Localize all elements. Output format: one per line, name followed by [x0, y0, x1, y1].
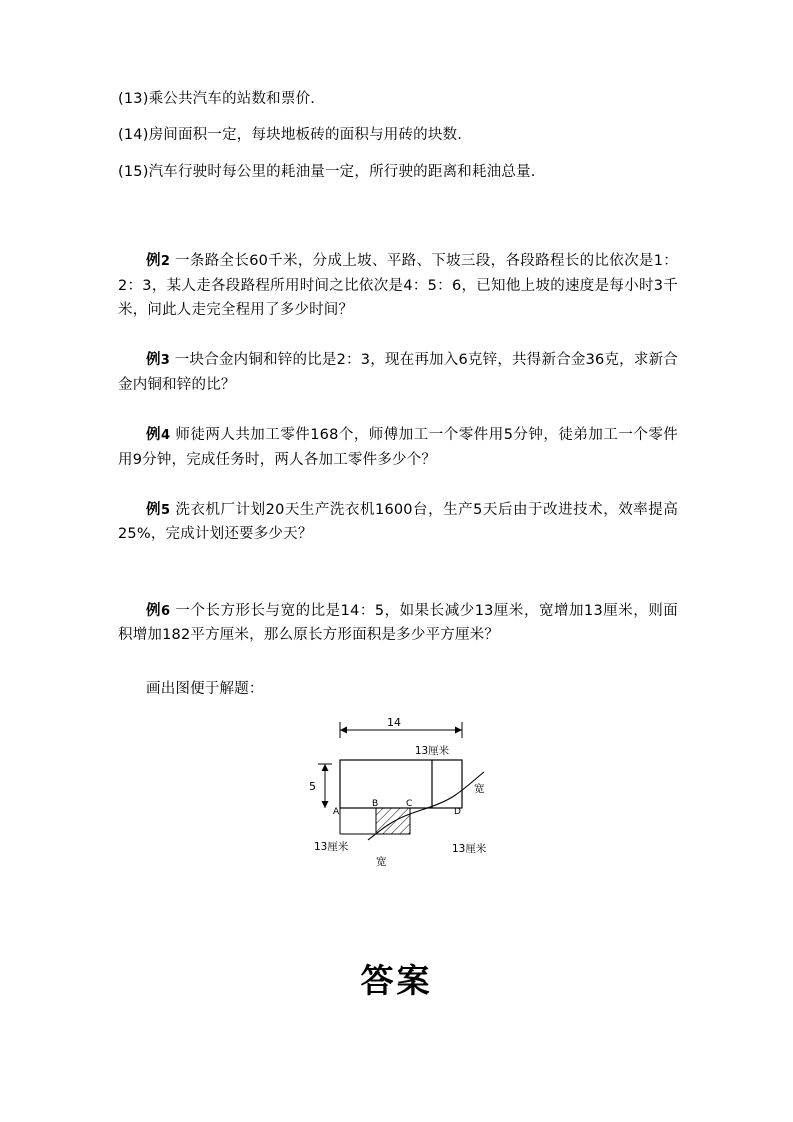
example-6	[118, 599, 678, 648]
example-2-label: 例2	[146, 253, 171, 270]
example-5-text: 洗衣机厂计划20天生产洗衣机1600台，生产5天后由于改进技术，效率提高25%，完成计划还要多少天？	[118, 501, 679, 543]
example-5-label: 例5	[146, 501, 171, 518]
svg-text:C: C	[406, 799, 413, 810]
answer-heading: 答案	[360, 961, 433, 1000]
example-3	[118, 348, 678, 397]
svg-text:14: 14	[387, 716, 401, 730]
svg-text:5: 5	[309, 780, 316, 794]
example-3-text: 一块合金内铜和锌的比是2：3，现在再加入6克锌，共得新合金36克，求新合金内铜和锌的比？	[118, 352, 679, 393]
svg-text:13厘米: 13厘米	[314, 841, 349, 854]
example-4	[118, 423, 678, 472]
example-6-label: 例6	[146, 602, 171, 619]
rectangle-figure	[118, 708, 678, 868]
document-body	[118, 88, 678, 868]
svg-text:13厘米: 13厘米	[452, 843, 487, 856]
draw-note: 画出图便于解题：	[146, 681, 264, 698]
svg-text:D: D	[454, 807, 461, 818]
example-6-text: 一个长方形长与宽的比是14：5，如果长减少13厘米，宽增加13厘米，则面积增加182平方厘米，那么原长方形面积是多少平方厘米？	[118, 602, 679, 643]
svg-text:13厘米: 13厘米	[414, 745, 450, 758]
example-4-label: 例4	[146, 427, 171, 444]
example-4-text: 师徒两人共加工零件168个，师傅加工一个零件用5分钟，徒弟加工一个零件用9分钟，完成任务时，两人各加工零件多少个？	[118, 427, 679, 468]
spacer	[118, 547, 678, 573]
list-item: (13)乘公共汽车的站数和票价.	[118, 91, 316, 107]
example-5	[118, 498, 678, 547]
svg-text:B: B	[372, 799, 379, 810]
svg-text:A: A	[333, 807, 340, 818]
list-item: (14)房间面积一定，每块地板砖的面积与用砖的块数.	[118, 127, 463, 144]
svg-text:宽: 宽	[376, 856, 387, 869]
spacer	[118, 197, 678, 223]
example-3-label: 例3	[146, 352, 170, 369]
example-2-text: 一条路全长60千米，分成上坡、平路、下坡三段，各段路程长的比依次是1：2：3，某人走各段路程所用时间之比依次是4：5：6，已知他上坡的速度是每小时3千米，问此人走完全程用了多少时间？	[118, 253, 679, 319]
svg-text:宽: 宽	[474, 783, 485, 796]
list-item: (15)汽车行驶时每公里的耗油量一定，所行驶的距离和耗油总量.	[118, 163, 536, 180]
example-2	[118, 249, 678, 322]
